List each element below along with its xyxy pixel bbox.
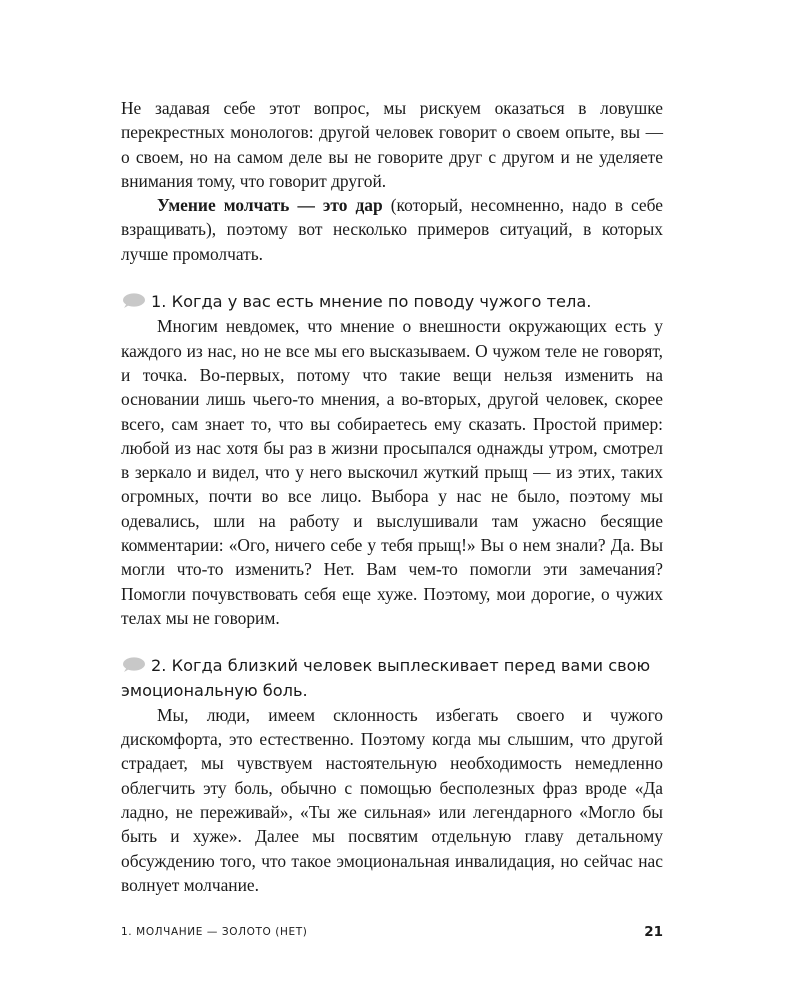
running-head: 1. МОЛЧАНИЕ — ЗОЛОТО (НЕТ) [121,926,308,938]
page-body [121,96,663,897]
paragraph-intro: Не задавая себе этот вопрос, мы рискуем оказаться в ловушке перекрестных монологов: другой человек говорит о своем опыте, вы — о своем, но на самом деле вы не говорите друг с другом и не уделяете внимания тому, что говорит другой. [121,98,663,191]
section-1-text: Многим невдомек, что мнение о внешности окружающих есть у каждого из нас, но не все мы его высказываем. О чужом теле не говорят, и точка. Во-первых, потому что такие вещи нельзя изменить на основании лишь чьего-то мнения, а во-вторых, другой человек, скорее всего, сам знает то, что вы собираетесь ему сказать. Простой пример: любой из нас хотя бы раз в жизни просыпался однажды утром, смотрел в зеркало и видел, что у него выскочил жуткий прыщ — из этих, таких огромных, почти во все лицо. Выбора у нас не было, поэтому мы одевались, шли на работу и выслушивали там ужасно бесящие комментарии: «Ого, ничего себе у тебя прыщ!» Вы о нем знали? Да. Вы могли что-то изменить? Нет. Вам чем-то помогли эти замечания? Помогли почувствовать себя еще хуже. Поэтому, мои дорогие, о чужих телах мы не говорим. [121,316,663,628]
paragraph-gift [121,193,663,266]
section-1-heading-text: 1. Когда у вас есть мнение по поводу чужого тела. [151,292,592,312]
section-2-heading-text: 2. Когда близкий человек выплескивает перед вами свою эмоциональную боль. [121,656,651,700]
section-2-text: Мы, люди, имеем склонность избегать своего и чужого дискомфорта, это естественно. Поэтому когда мы слышим, что другой страдает, мы чувствуем настоятельную необходимость немедленно облегчить эту боль, обычно с помощью бесполезных фраз вроде «Да ладно, не переживай», «Ты же сильная» или легендарного «Могло бы быть и хуже». Далее мы посвятим отдельную главу детальному обсуждению того, что такое эмоциональная инвалидация, но сейчас нас волнует молчание. [121,704,663,895]
speech-bubble-icon [121,293,145,308]
section-2-heading [121,654,663,703]
page-footer [121,922,663,942]
speech-bubble-icon [121,657,145,672]
page-number: 21 [644,924,663,940]
section-1-heading [121,290,663,314]
paragraph-gift-bold: Умение молчать — это дар [157,195,383,216]
paragraph-gift-rest: (который, несомненно, надо в себе взращивать), поэтому вот несколько примеров ситуаций, в которых лучше промолчать. [121,195,663,264]
